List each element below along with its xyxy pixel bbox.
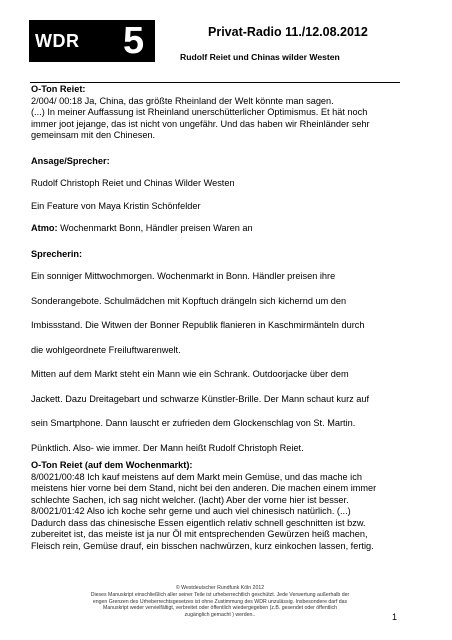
oton2-line: zubereitet ist, das meiste ist ja nur Öl mit entsprechenden Gewürzen heiß machen, — [31, 529, 368, 539]
copyright-footer — [50, 585, 390, 619]
oton2-line: schlechte Sachen, ich sag nicht welcher. (lacht) Aber der vorne hier ist besser. — [31, 494, 349, 505]
oton1-line: gemeinsam mit den Chinesen. — [31, 130, 156, 140]
sprecherin-line: Imbissstand. Die Witwen der Bonner Republik flanieren in Kaschmirmänteln durch — [31, 320, 365, 330]
oton1-line: (...) In meiner Auffassung ist Rheinland unerschütterlicher Optimismus. Et hät noch — [31, 107, 368, 117]
sprecherin-line: Pünktlich. Also- wie immer. Der Mann heißt Rudolf Christoph Reiet. — [31, 442, 304, 453]
atmo-label: Atmo: — [31, 223, 58, 233]
oton2-line: Dadurch dass das chinesische Essen eigentlich relativ schnell geschnitten ist bzw. — [31, 517, 366, 528]
ansage-label: Ansage/Sprecher: — [31, 155, 110, 166]
sprecherin-line: Ein sonniger Mittwochmorgen. Wochenmarkt in Bonn. Händler preisen ihre — [31, 271, 336, 281]
sprecherin-label: Sprecherin: — [31, 248, 83, 259]
oton2-line: 8/0021/00:48 Ich kauf meistens auf dem Markt mein Gemüse, und das mache ich — [31, 471, 362, 482]
logo-text: WDR — [35, 31, 80, 51]
header-rule — [30, 82, 400, 83]
manuscript-body — [31, 84, 406, 552]
oton1-line: immer joot jejange, das ist nicht von ungefähr. Und das haben wir Rheinländer sehr — [31, 118, 370, 129]
sprecherin-line: Jackett. Dazu Dreitagebart und schwarze Künstler-Brille. Der Mann schaut kurz auf — [31, 393, 370, 404]
sprecherin-line: die wohlgeordnete Freiluftwarenwelt. — [31, 344, 181, 355]
footer-line: Dieses Manuskript einschließlich aller seiner Teile ist urheberrechtlich geschützt. Jede Verwertung außerhalb der — [90, 591, 350, 598]
page-number: 1 — [392, 612, 398, 622]
atmo-text: Wochenmarkt Bonn, Händler preisen Waren an — [57, 223, 253, 233]
sprecherin-line: Mitten auf dem Markt steht ein Mann wie ein Schrank. Outdoorjacke über dem — [31, 369, 349, 379]
logo-number: 5 — [123, 20, 145, 62]
footer-line: engen Grenzen des Urheberrechtsgesetzes ist ohne Zustimmung des WDR unzulässig. Insbesondere darf das — [92, 598, 348, 605]
header-title: Privat-Radio 11./12.08.2012 — [208, 25, 368, 39]
oton2-line: meistens hier vorne bei dem Stand, nicht bei den anderen. Die machen einem immer — [31, 483, 377, 493]
footer-copyright: © Westdeutscher Rundfunk Köln 2012 — [175, 585, 265, 591]
sprecherin-line: Sonderangebote. Schulmädchen mit Kopftuch drängeln sich kichernd um den — [31, 295, 347, 306]
sprecherin-line: sein Smartphone. Dann lauscht er zufrieden dem Glockenschlag von St. Martin. — [31, 418, 356, 428]
oton2-label: O-Ton Reiet (auf dem Wochenmarkt): — [31, 460, 193, 470]
wdr5-logo — [29, 20, 155, 62]
oton1-line: 2/004/ 00:18 Ja, China, das größte Rheinland der Welt könnte man sagen. — [31, 95, 334, 106]
oton2-line: 8/0021/01:42 Also ich koche sehr gerne und auch viel chinesisch natürlich. (...) — [31, 506, 351, 516]
ansage-author: Ein Feature von Maya Kristin Schönfelder — [31, 200, 201, 211]
ansage-title: Rudolf Christoph Reiet und Chinas Wilder Westen — [31, 178, 235, 188]
footer-line: Manuskript weder vervielfältigt, verbreitet oder öffentlich wiedergegeben (z.B. gesendet oder öffentlich — [103, 605, 337, 612]
atmo-line — [31, 223, 406, 235]
header-subtitle: Rudolf Reiet und Chinas wilder Westen — [180, 52, 340, 62]
oton2-line: Fleisch rein, Gemüse drauf, ein bisschen nachwürzen, kurz einkochen lassen, fertig. — [31, 540, 374, 551]
oton1-label: O-Ton Reiet: — [31, 84, 86, 94]
footer-line: zugänglich gemacht ) werden.. — [184, 612, 256, 619]
